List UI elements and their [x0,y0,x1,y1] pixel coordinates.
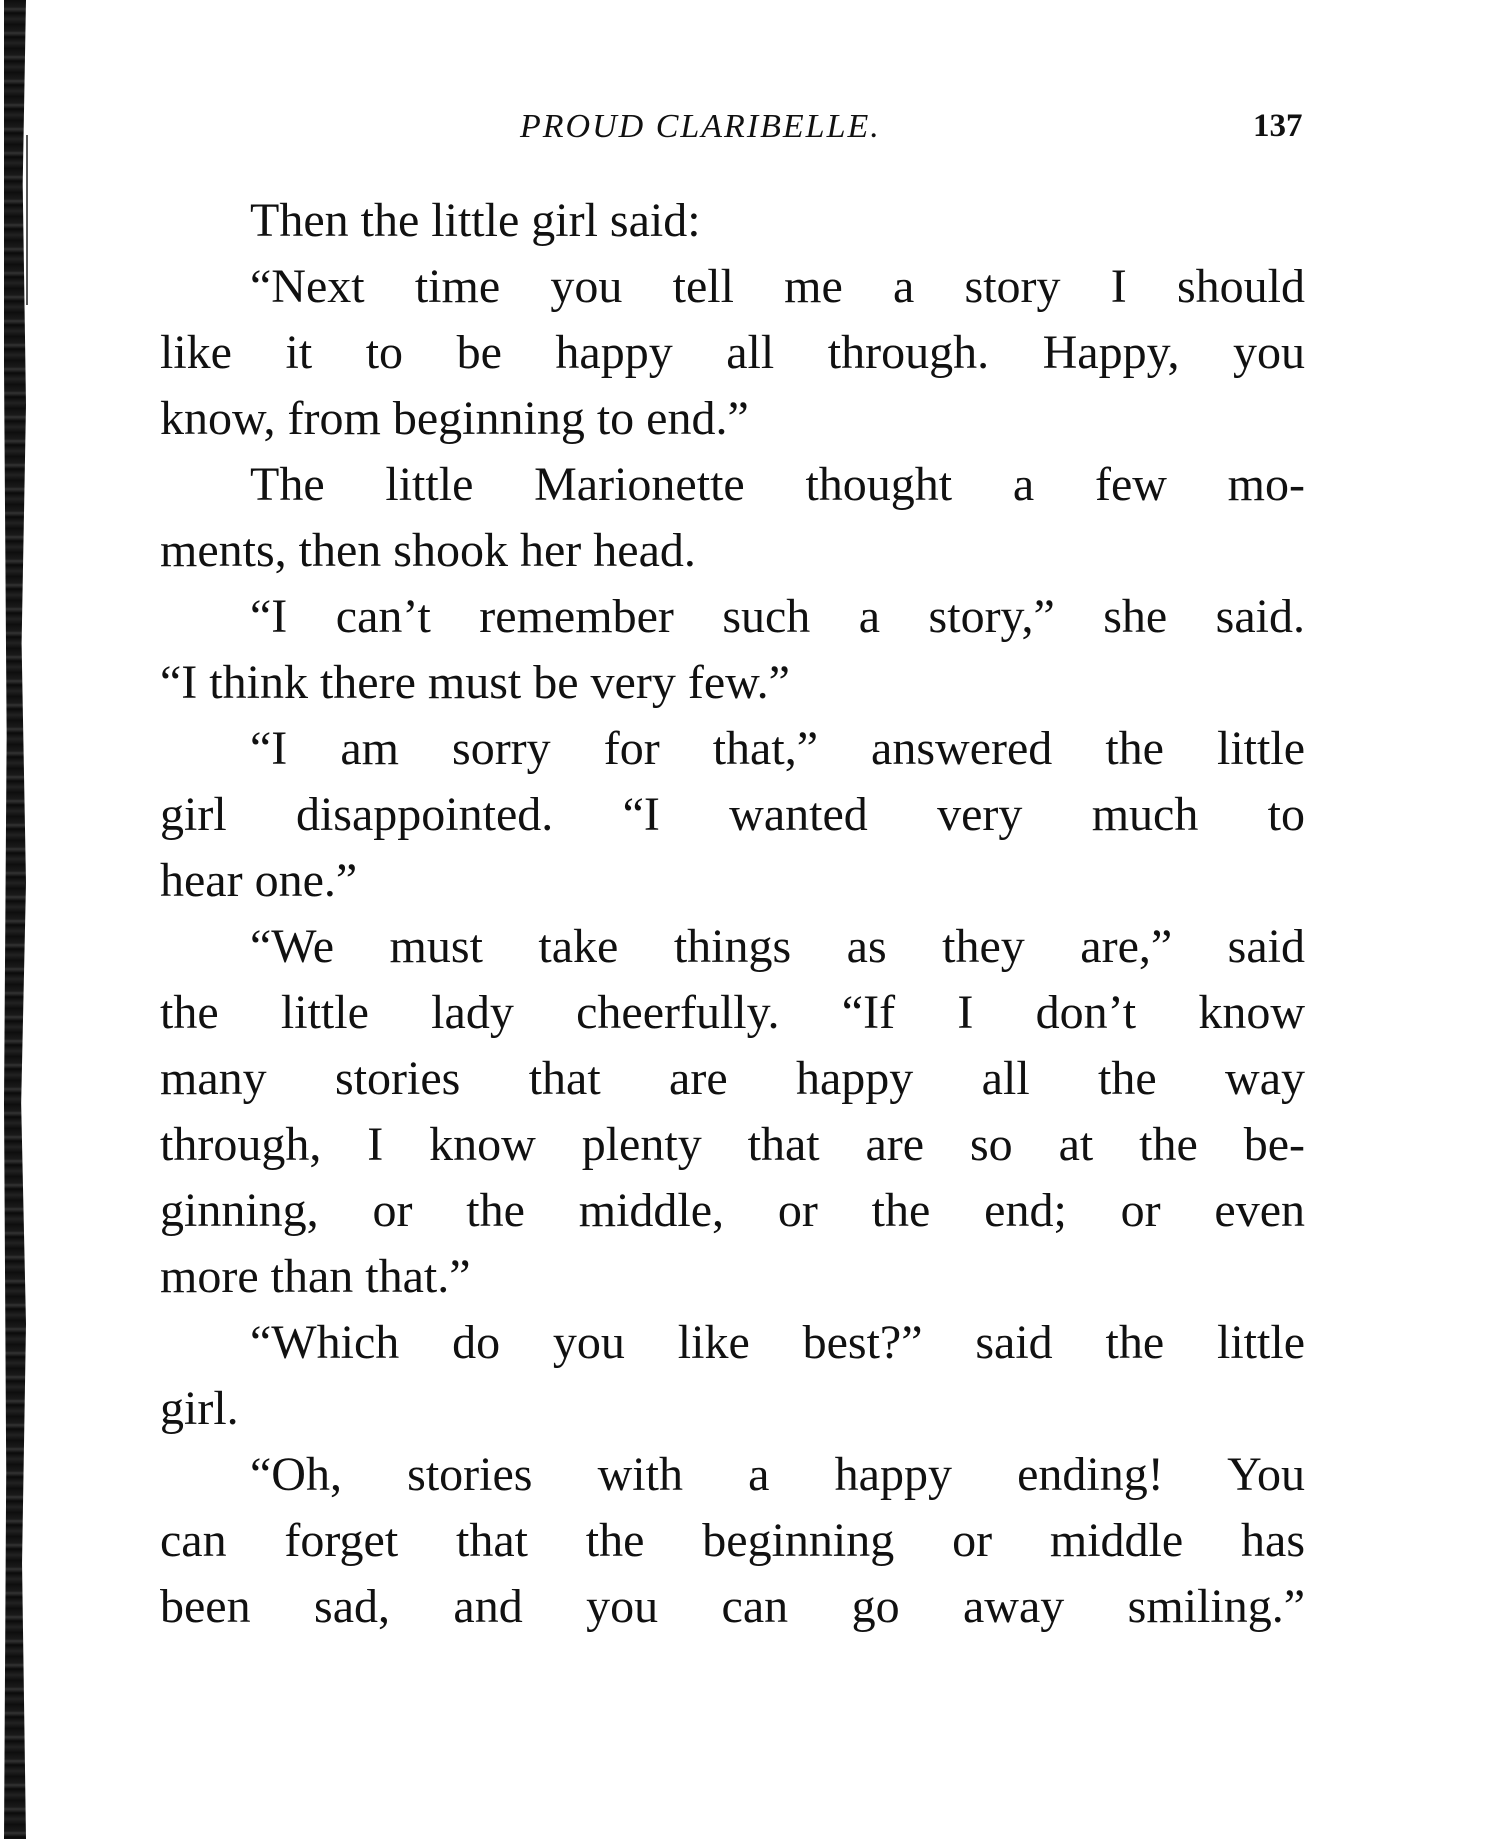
text-line: “Oh, stories with a happy ending! You [250,1448,1305,1501]
text-line: Then the little girl said: [250,194,701,247]
text-line: “I am sorry for that,” answered the little [250,722,1305,775]
text-line: more than that.” [160,1250,471,1303]
body-text [160,188,1305,1640]
text-line: through, I know plenty that are so at the be- [160,1118,1305,1171]
text-line: “I think there must be very few.” [160,656,790,709]
text-line: “I can’t remember such a story,” she said. [250,590,1305,643]
text-line: many stories that are happy all the way [160,1052,1305,1105]
text-line: hear one.” [160,854,358,907]
text-line: The little Marionette thought a few mo- [250,458,1305,511]
text-line: “Which do you like best?” said the little [250,1316,1305,1369]
text-line: “We must take things as they are,” said [250,920,1305,973]
running-title: PROUD CLARIBELLE. [520,108,881,145]
text-line: girl. [160,1382,239,1435]
text-line: girl disappointed. “I wanted very much to [160,788,1305,841]
text-line: can forget that the beginning or middle has [160,1514,1305,1567]
binding-edge [4,0,26,1839]
page-header [0,108,1495,148]
text-line: been sad, and you can go away smiling.” [160,1580,1305,1633]
gutter-line [26,135,28,305]
page-number: 137 [1253,108,1303,144]
text-line: like it to be happy all through. Happy, you [160,326,1305,379]
text-line: “Next time you tell me a story I should [250,260,1305,313]
text-line: ments, then shook her head. [160,524,696,577]
text-line: know, from beginning to end.” [160,392,749,445]
page-gutter-shadow [0,0,30,1839]
text-line: ginning, or the middle, or the end; or even [160,1184,1305,1237]
text-line: the little lady cheerfully. “If I don’t know [160,986,1305,1039]
